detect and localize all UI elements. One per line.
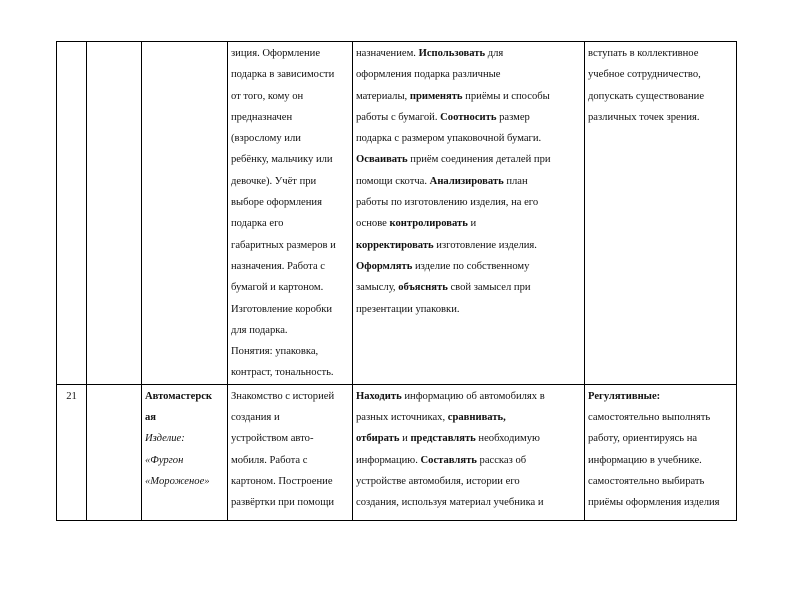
text-run: подарка с размером упаковочной бумаги. <box>356 133 542 145</box>
text-line: картоном. Построение <box>231 475 333 487</box>
text-run: Использовать <box>418 48 486 59</box>
text-line <box>588 492 733 513</box>
text-line <box>145 471 224 492</box>
text-line <box>588 43 733 64</box>
text-run: и <box>399 433 411 445</box>
text-line <box>356 64 581 85</box>
text-run: работы с бумагой. <box>356 111 441 123</box>
text-run: представлять <box>410 433 476 445</box>
text-run: и <box>467 218 477 230</box>
text-run: информацию. <box>356 454 421 466</box>
text-line <box>356 471 581 492</box>
text-line: бумагой и картоном. <box>231 282 324 294</box>
text-run: Анализировать <box>429 175 504 187</box>
text-line <box>356 492 581 513</box>
text-line: девочке). Учёт при <box>231 175 317 187</box>
text-line <box>588 428 733 449</box>
text-line <box>356 235 581 256</box>
text-line <box>356 450 581 471</box>
text-run: Регулятивные: <box>588 390 661 402</box>
uud-cell <box>585 384 737 520</box>
text-run: работы по изготовлению изделия, на его <box>356 197 539 209</box>
text-line: подарка его <box>231 218 284 230</box>
text-line <box>145 386 224 407</box>
text-line: создания и <box>231 412 280 424</box>
text-line: назначения. Работа с <box>231 260 325 272</box>
text-line <box>356 277 581 298</box>
text-run: вступать в коллективное <box>588 48 699 59</box>
text-run: отбирать <box>356 433 400 445</box>
text-line <box>356 213 581 234</box>
text-line <box>145 428 224 449</box>
table-row <box>57 384 737 520</box>
text-run: презентации упаковки. <box>356 303 460 315</box>
text-run: основе <box>356 218 390 230</box>
text-line <box>588 386 733 407</box>
text-run: размер <box>496 111 530 123</box>
text-run: изделие по собственному <box>412 260 530 272</box>
text-line <box>588 407 733 428</box>
text-run: разных источниках, <box>356 412 448 424</box>
text-line: развёртки при помощи <box>231 497 335 509</box>
text-run: помощи скотча. <box>356 175 430 187</box>
text-run: оформления подарка различные <box>356 69 501 81</box>
text-line <box>356 86 581 107</box>
table-row <box>57 42 737 385</box>
text-run: учебное сотрудничество, <box>588 69 701 81</box>
text-line: Понятия: упаковка, <box>231 346 319 358</box>
text-line <box>356 149 581 170</box>
text-run: самостоятельно выполнять <box>588 412 711 424</box>
text-run: свой замысел при <box>447 282 531 294</box>
text-run: создания, используя материал учебника и <box>356 497 544 509</box>
text-line: габаритных размеров и <box>231 239 336 251</box>
text-line: контраст, тональность. <box>231 367 334 379</box>
text-line <box>356 192 581 213</box>
text-line <box>356 407 581 428</box>
text-line <box>356 386 581 407</box>
text-run: рассказ об <box>476 454 527 466</box>
lesson-number: 21 <box>66 390 77 402</box>
text-line <box>356 107 581 128</box>
hours-cell <box>87 42 142 385</box>
lesson-plan-table <box>56 41 737 521</box>
text-line <box>356 299 581 320</box>
text-run: «Фургон <box>145 454 184 466</box>
text-line: ребёнку, мальчику или <box>231 154 333 166</box>
content-cell <box>228 384 353 520</box>
text-line: (взрослому или <box>231 133 301 145</box>
text-run: работу, ориентируясь на <box>588 433 698 445</box>
text-line <box>356 171 581 192</box>
text-run: «Мороженое» <box>145 475 210 487</box>
text-run: для <box>485 48 504 59</box>
text-run: Соотносить <box>440 111 497 123</box>
text-run: приёмы оформления изделия <box>588 497 720 509</box>
text-run: Осваивать <box>356 154 408 166</box>
text-run: объяснять <box>398 282 448 294</box>
text-run: материалы, <box>356 90 410 102</box>
text-line: выборе оформления <box>231 197 322 209</box>
text-run: Автомастерск <box>145 390 213 402</box>
lesson-number-cell <box>57 384 87 520</box>
text-line: мобиля. Работа с <box>231 454 308 466</box>
text-line <box>588 86 733 107</box>
text-line: устройством авто- <box>231 433 314 445</box>
activities-cell <box>353 42 585 385</box>
text-run: приёмы и способы <box>462 90 550 102</box>
text-run: корректировать <box>356 239 434 251</box>
text-line <box>145 450 224 471</box>
text-run: контролировать <box>389 218 468 230</box>
text-run: различных точек зрения. <box>588 111 700 123</box>
text-run: применять <box>409 90 463 102</box>
activities-cell <box>353 384 585 520</box>
text-line <box>588 471 733 492</box>
text-line <box>145 407 224 428</box>
text-run: Изделие: <box>145 433 185 445</box>
text-run: план <box>503 175 528 187</box>
text-run: Находить <box>356 390 402 402</box>
text-line <box>356 43 581 64</box>
text-run: Оформлять <box>356 260 413 272</box>
text-line: подарка в зависимости <box>231 69 335 81</box>
topic-cell <box>142 42 228 385</box>
text-run: допускать существование <box>588 90 705 102</box>
text-line <box>588 64 733 85</box>
text-line: зиция. Оформление <box>231 48 321 59</box>
text-line <box>588 450 733 471</box>
text-line <box>356 428 581 449</box>
text-line <box>356 256 581 277</box>
text-line: Изготовление коробки <box>231 303 333 315</box>
text-run: информацию об автомобилях в <box>401 390 545 402</box>
text-run: необходимую <box>475 433 540 445</box>
text-run: изготовление изделия. <box>433 239 537 251</box>
text-run: Составлять <box>420 454 477 466</box>
text-run: приём соединения деталей при <box>407 154 551 166</box>
text-line: от того, кому он <box>231 90 304 102</box>
text-line: для подарка. <box>231 324 288 336</box>
hours-cell <box>87 384 142 520</box>
text-run: устройстве автомобиля, истории его <box>356 475 520 487</box>
text-run: сравнивать, <box>447 412 506 424</box>
text-run: самостоятельно выбирать <box>588 475 705 487</box>
text-line: предназначен <box>231 111 293 123</box>
text-run: замыслу, <box>356 282 399 294</box>
text-line <box>356 128 581 149</box>
lesson-number-cell <box>57 42 87 385</box>
text-line <box>588 107 733 128</box>
text-run: ая <box>145 412 157 424</box>
uud-cell <box>585 42 737 385</box>
topic-cell <box>142 384 228 520</box>
text-line: Знакомство с историей <box>231 390 335 402</box>
text-run: информацию в учебнике. <box>588 454 702 466</box>
text-run: назначением. <box>356 48 419 59</box>
content-cell <box>228 42 353 385</box>
